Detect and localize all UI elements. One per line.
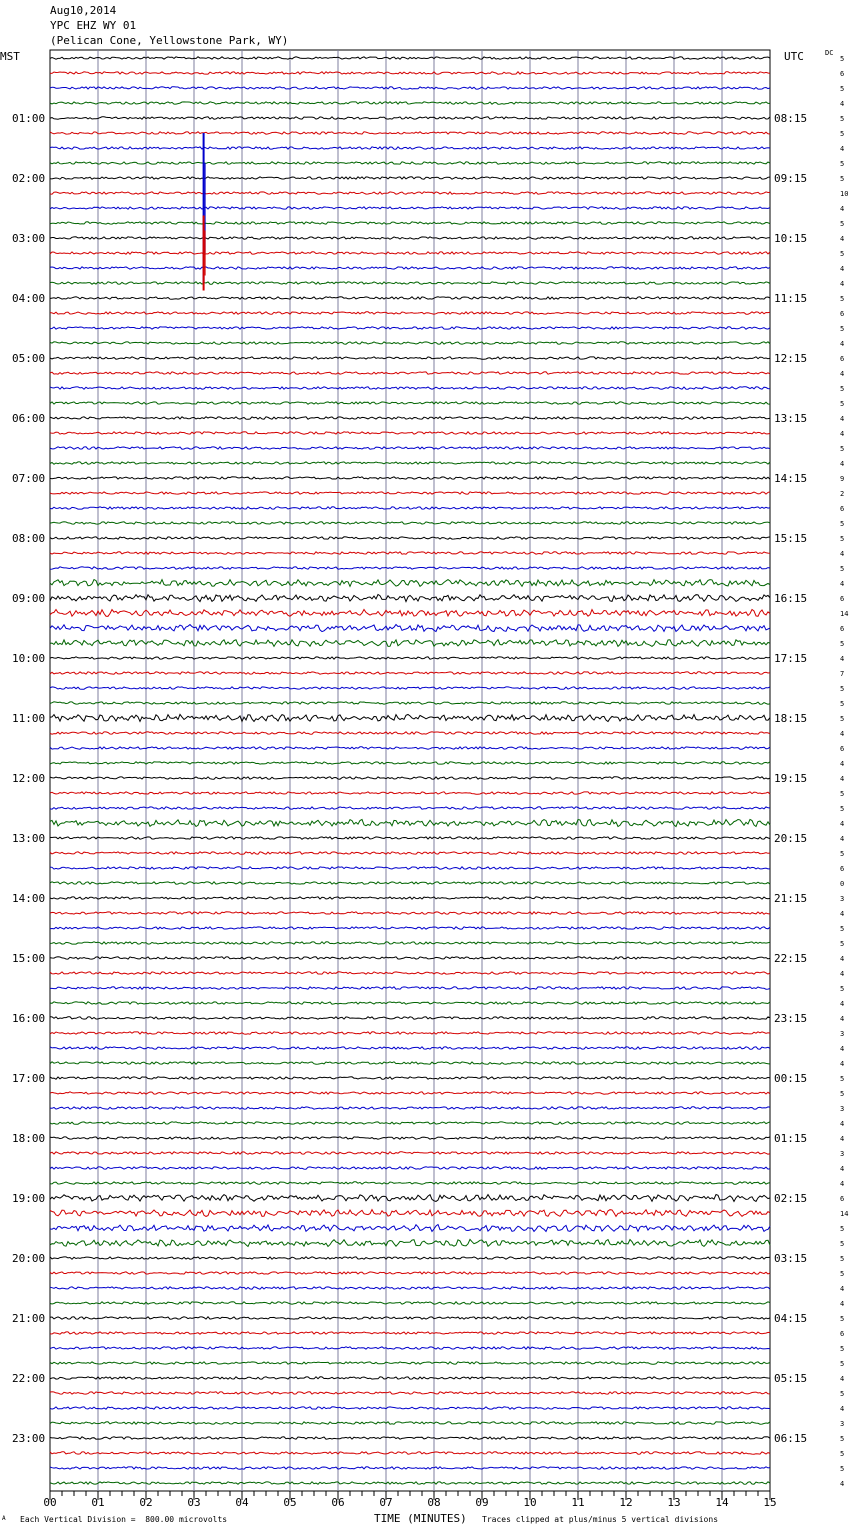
- trace-row: [50, 72, 770, 74]
- trace-row: [50, 522, 770, 524]
- trace-row: [50, 1362, 770, 1364]
- x-tick-label: 11: [571, 1496, 585, 1509]
- trace-row: [50, 792, 770, 794]
- trace-row: [50, 387, 770, 389]
- utc-hour-label: 10:15: [774, 232, 808, 245]
- trace-row: [50, 580, 770, 587]
- dc-offset: 4: [840, 100, 845, 108]
- mst-hour-label: 15:00: [12, 952, 46, 965]
- dc-offset: 5: [840, 685, 845, 693]
- trace-row: [50, 552, 770, 554]
- dc-offset: 6: [840, 505, 845, 513]
- trace-row: [50, 1182, 770, 1184]
- x-tick-label: 10: [523, 1496, 537, 1509]
- trace-row: [50, 477, 770, 479]
- utc-axis-label: UTC: [784, 50, 804, 63]
- dc-offset: 5: [840, 790, 845, 798]
- trace-row: [50, 132, 770, 134]
- trace-row: [50, 1437, 770, 1439]
- dc-offset: 4: [840, 760, 845, 768]
- trace-row: [50, 747, 770, 749]
- dc-offset: 4: [840, 340, 845, 348]
- trace-row: [50, 492, 770, 494]
- trace-row: [50, 1210, 770, 1217]
- trace-row: [50, 672, 770, 674]
- utc-hour-label: 04:15: [774, 1312, 808, 1325]
- trace-row: [50, 687, 770, 689]
- dc-offset: 5: [840, 850, 845, 858]
- utc-hour-label: 03:15: [774, 1252, 808, 1265]
- trace-row: [50, 610, 770, 617]
- utc-hour-label: 00:15: [774, 1072, 808, 1085]
- dc-offset: 6: [840, 1195, 845, 1203]
- mst-hour-label: 01:00: [12, 112, 46, 125]
- trace-row: [50, 402, 770, 404]
- dc-offset: 4: [840, 655, 845, 663]
- dc-offset: 4: [840, 1045, 845, 1053]
- dc-offset: 5: [840, 1090, 845, 1098]
- mst-hour-label: 02:00: [12, 172, 46, 185]
- header-location: (Pelican Cone, Yellowstone Park, WY): [50, 34, 289, 47]
- utc-hour-label: 06:15: [774, 1432, 808, 1445]
- dc-offset: 4: [840, 1480, 845, 1488]
- dc-offset: 4: [840, 1405, 845, 1413]
- dc-offset: 5: [840, 1225, 845, 1233]
- trace-row: [50, 1017, 770, 1019]
- dc-offset: 14: [840, 1210, 849, 1218]
- dc-offset: 5: [840, 160, 845, 168]
- dc-offset: 5: [840, 700, 845, 708]
- dc-offset: 5: [840, 985, 845, 993]
- dc-offset: 5: [840, 220, 845, 228]
- dc-offset: 4: [840, 970, 845, 978]
- trace-row: [50, 537, 770, 539]
- trace-row: [50, 1002, 770, 1004]
- dc-offset: 4: [840, 580, 845, 588]
- mst-hour-label: 08:00: [12, 532, 46, 545]
- trace-row: [50, 657, 770, 659]
- dc-label: DC: [825, 49, 834, 57]
- trace-row: [50, 207, 770, 209]
- utc-hour-label: 02:15: [774, 1192, 808, 1205]
- dc-offset: 4: [840, 550, 845, 558]
- dc-offset: 3: [840, 1030, 845, 1038]
- trace-row: [50, 1302, 770, 1304]
- dc-offset: 5: [840, 1465, 845, 1473]
- utc-hour-label: 13:15: [774, 412, 808, 425]
- dc-offset: 5: [840, 325, 845, 333]
- trace-row: [50, 1195, 770, 1202]
- trace-row: [50, 57, 770, 59]
- dc-offset: 4: [840, 460, 845, 468]
- trace-row: [50, 417, 770, 419]
- utc-hour-label: 17:15: [774, 652, 808, 665]
- trace-row: [50, 342, 770, 344]
- x-tick-label: 13: [667, 1496, 681, 1509]
- dc-offset: 3: [840, 1150, 845, 1158]
- dc-offset: 4: [840, 820, 845, 828]
- trace-row: [50, 357, 770, 359]
- trace-row: [50, 372, 770, 374]
- trace-row: [50, 87, 770, 89]
- dc-offset: 4: [840, 280, 845, 288]
- mst-hour-label: 05:00: [12, 352, 46, 365]
- dc-offset: 4: [840, 370, 845, 378]
- mst-hour-label: 07:00: [12, 472, 46, 485]
- trace-row: [50, 282, 770, 284]
- trace-row: [50, 927, 770, 929]
- trace-row: [50, 447, 770, 449]
- dc-offset: 5: [840, 1345, 845, 1353]
- dc-offset: 5: [840, 565, 845, 573]
- utc-hour-label: 23:15: [774, 1012, 808, 1025]
- trace-row: [50, 222, 770, 224]
- dc-offset: 4: [840, 835, 845, 843]
- dc-offset: 5: [840, 805, 845, 813]
- trace-row: [50, 819, 770, 826]
- trace-row: [50, 1225, 770, 1232]
- dc-offset: 5: [840, 1270, 845, 1278]
- trace-row: [50, 1122, 770, 1124]
- trace-row: [50, 1077, 770, 1079]
- dc-offset: 5: [840, 175, 845, 183]
- utc-hour-label: 11:15: [774, 292, 808, 305]
- dc-offset: 5: [840, 85, 845, 93]
- trace-row: [50, 1287, 770, 1289]
- trace-row: [50, 732, 770, 734]
- mst-hour-label: 04:00: [12, 292, 46, 305]
- x-tick-label: 01: [91, 1496, 105, 1509]
- utc-hour-label: 19:15: [774, 772, 808, 785]
- trace-row: [50, 762, 770, 764]
- trace-row: [50, 852, 770, 854]
- mst-hour-label: 11:00: [12, 712, 46, 725]
- dc-offset: 5: [840, 1240, 845, 1248]
- mst-axis-label: MST: [0, 50, 20, 63]
- trace-row: [50, 462, 770, 464]
- trace-row: [50, 912, 770, 914]
- trace-row: [50, 1332, 770, 1334]
- trace-row: [50, 837, 770, 839]
- dc-offset: 5: [840, 940, 845, 948]
- trace-row: [50, 567, 770, 569]
- trace-row: [50, 1272, 770, 1274]
- dc-offset: 5: [840, 295, 845, 303]
- dc-offset: 4: [840, 775, 845, 783]
- dc-offset: 5: [840, 1435, 845, 1443]
- dc-offset: 6: [840, 625, 845, 633]
- dc-offset: 10: [840, 190, 849, 198]
- dc-offset: 14: [840, 610, 849, 618]
- trace-row: [50, 312, 770, 314]
- mst-hour-label: 18:00: [12, 1132, 46, 1145]
- trace-row: [50, 1107, 770, 1109]
- mst-hour-label: 19:00: [12, 1192, 46, 1205]
- dc-offset: 5: [840, 925, 845, 933]
- mst-hour-label: 16:00: [12, 1012, 46, 1025]
- trace-row: [50, 102, 770, 104]
- clip-note: Traces clipped at plus/minus 5 vertical divisions: [482, 1515, 719, 1524]
- dc-offset: 3: [840, 895, 845, 903]
- utc-hour-label: 22:15: [774, 952, 808, 965]
- x-tick-label: 00: [43, 1496, 57, 1509]
- dc-offset: 4: [840, 1135, 845, 1143]
- dc-offset: 5: [840, 1450, 845, 1458]
- utc-hour-label: 16:15: [774, 592, 808, 605]
- dc-offset: 4: [840, 1015, 845, 1023]
- plot-frame: [50, 50, 770, 1491]
- trace-row: [50, 1317, 770, 1319]
- x-tick-label: 14: [715, 1496, 729, 1509]
- mst-hour-label: 03:00: [12, 232, 46, 245]
- trace-row: [50, 192, 770, 194]
- trace-row: [50, 1482, 770, 1484]
- dc-offset: 4: [840, 145, 845, 153]
- x-tick-label: 09: [475, 1496, 489, 1509]
- mst-hour-label: 14:00: [12, 892, 46, 905]
- trace-row: [50, 327, 770, 329]
- dc-offset: 5: [840, 640, 845, 648]
- trace-row: [50, 147, 770, 149]
- dc-offset: 5: [840, 520, 845, 528]
- utc-hour-label: 12:15: [774, 352, 808, 365]
- dc-offset: 4: [840, 430, 845, 438]
- mst-hour-label: 17:00: [12, 1072, 46, 1085]
- trace-row: [50, 267, 770, 269]
- mst-hour-label: 22:00: [12, 1372, 46, 1385]
- dc-offset: 5: [840, 535, 845, 543]
- trace-row: [50, 625, 770, 632]
- dc-offset: 4: [840, 235, 845, 243]
- trace-row: [50, 1239, 770, 1246]
- mst-hour-label: 10:00: [12, 652, 46, 665]
- dc-offset: 6: [840, 1330, 845, 1338]
- x-tick-label: 03: [187, 1496, 201, 1509]
- mst-hour-label: 09:00: [12, 592, 46, 605]
- mst-hour-label: 12:00: [12, 772, 46, 785]
- trace-row: [50, 177, 770, 179]
- footer-mark: A: [2, 1515, 6, 1522]
- dc-offset: 5: [840, 445, 845, 453]
- dc-offset: 5: [840, 1315, 845, 1323]
- trace-row: [50, 507, 770, 509]
- dc-offset: 3: [840, 1105, 845, 1113]
- utc-hour-label: 18:15: [774, 712, 808, 725]
- dc-offset: 4: [840, 1000, 845, 1008]
- utc-hour-label: 08:15: [774, 112, 808, 125]
- trace-row: [50, 1377, 770, 1379]
- trace-row: [50, 1257, 770, 1259]
- dc-offset: 6: [840, 865, 845, 873]
- dc-offset: 4: [840, 910, 845, 918]
- dc-offset: 5: [840, 130, 845, 138]
- trace-row: [50, 252, 770, 254]
- trace-row: [50, 1152, 770, 1154]
- trace-row: [50, 987, 770, 989]
- trace-row: [50, 1062, 770, 1064]
- dc-offset: 5: [840, 1075, 845, 1083]
- dc-offset: 5: [840, 400, 845, 408]
- trace-row: [50, 972, 770, 974]
- trace-row: [50, 297, 770, 299]
- dc-offset: 6: [840, 355, 845, 363]
- header-station: YPC EHZ WY 01: [50, 19, 137, 32]
- mst-hour-label: 23:00: [12, 1432, 46, 1445]
- utc-hour-label: 14:15: [774, 472, 808, 485]
- trace-row: [50, 867, 770, 869]
- dc-offset: 4: [840, 1060, 845, 1068]
- dc-offset: 5: [840, 715, 845, 723]
- x-tick-label: 02: [139, 1496, 153, 1509]
- header-date: Aug10,2014: [50, 4, 117, 17]
- trace-row: [50, 1452, 770, 1454]
- trace-row: [50, 1092, 770, 1094]
- dc-offset: 4: [840, 730, 845, 738]
- x-tick-label: 06: [331, 1496, 345, 1509]
- dc-offset: 6: [840, 70, 845, 78]
- trace-row: [50, 640, 770, 647]
- dc-offset: 4: [840, 1165, 845, 1173]
- utc-hour-label: 05:15: [774, 1372, 808, 1385]
- dc-offset: 4: [840, 205, 845, 213]
- dc-offset: 5: [840, 1255, 845, 1263]
- trace-row: [50, 957, 770, 959]
- trace-row: [50, 595, 770, 602]
- dc-offset: 4: [840, 1285, 845, 1293]
- x-tick-label: 05: [283, 1496, 297, 1509]
- trace-row: [50, 1047, 770, 1049]
- dc-offset: 4: [840, 1300, 845, 1308]
- dc-offset: 6: [840, 310, 845, 318]
- trace-row: [50, 117, 770, 119]
- dc-offset: 4: [840, 1375, 845, 1383]
- dc-offset: 2: [840, 490, 845, 498]
- dc-offset: 4: [840, 1120, 845, 1128]
- x-tick-label: 04: [235, 1496, 249, 1509]
- x-tick-label: 15: [763, 1496, 777, 1509]
- utc-hour-label: 21:15: [774, 892, 808, 905]
- dc-offset: 5: [840, 1360, 845, 1368]
- utc-hour-label: 20:15: [774, 832, 808, 845]
- dc-offset: 7: [840, 670, 845, 678]
- trace-row: [50, 777, 770, 779]
- trace-row: [50, 237, 770, 239]
- dc-offset: 6: [840, 595, 845, 603]
- x-tick-label: 08: [427, 1496, 441, 1509]
- dc-offset: 5: [840, 115, 845, 123]
- x-axis-title: TIME (MINUTES): [374, 1512, 467, 1525]
- dc-offset: 4: [840, 415, 845, 423]
- trace-row: [50, 1467, 770, 1469]
- trace-row: [50, 162, 770, 164]
- dc-offset: 9: [840, 475, 845, 483]
- trace-row: [50, 432, 770, 434]
- x-tick-label: 07: [379, 1496, 393, 1509]
- trace-row: [50, 1407, 770, 1409]
- trace-row: [50, 1392, 770, 1394]
- mst-hour-label: 21:00: [12, 1312, 46, 1325]
- trace-row: [50, 1347, 770, 1349]
- utc-hour-label: 01:15: [774, 1132, 808, 1145]
- mst-hour-label: 06:00: [12, 412, 46, 425]
- mst-hour-label: 13:00: [12, 832, 46, 845]
- trace-row: [50, 1032, 770, 1034]
- utc-hour-label: 15:15: [774, 532, 808, 545]
- dc-offset: 4: [840, 265, 845, 273]
- dc-offset: 4: [840, 1180, 845, 1188]
- trace-row: [50, 942, 770, 944]
- dc-offset: 0: [840, 880, 845, 888]
- dc-offset: 5: [840, 1390, 845, 1398]
- mst-hour-label: 20:00: [12, 1252, 46, 1265]
- dc-offset: 4: [840, 955, 845, 963]
- scale-note: Each Vertical Division = 800.00 microvolts: [20, 1515, 228, 1524]
- trace-row: [50, 1137, 770, 1139]
- dc-offset: 5: [840, 385, 845, 393]
- trace-row: [50, 714, 770, 721]
- dc-offset: 5: [840, 250, 845, 258]
- dc-offset: 6: [840, 745, 845, 753]
- trace-row: [50, 897, 770, 899]
- x-tick-label: 12: [619, 1496, 633, 1509]
- trace-row: [50, 702, 770, 704]
- trace-row: [50, 882, 770, 884]
- trace-row: [50, 1167, 770, 1169]
- dc-offset: 5: [840, 55, 845, 63]
- trace-row: [50, 1422, 770, 1424]
- trace-row: [50, 807, 770, 809]
- utc-hour-label: 09:15: [774, 172, 808, 185]
- dc-offset: 3: [840, 1420, 845, 1428]
